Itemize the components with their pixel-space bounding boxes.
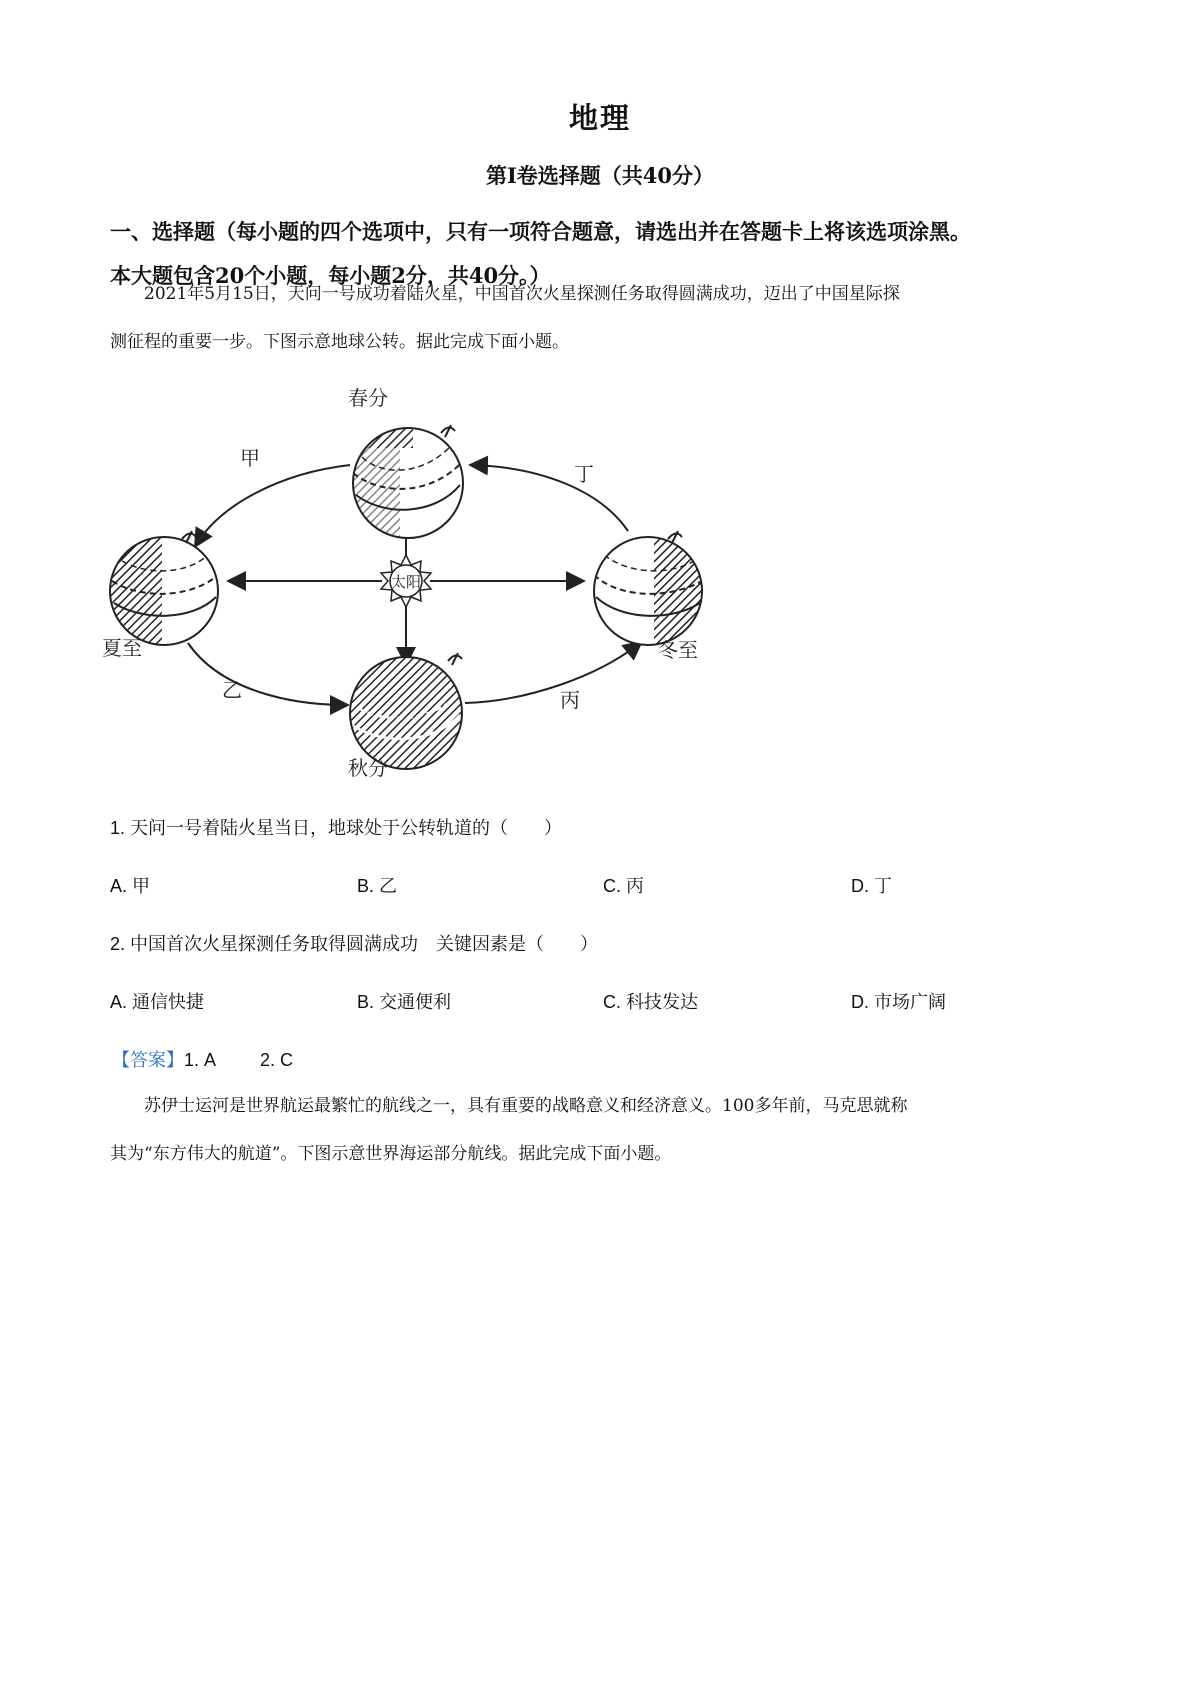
question-1-option-a[interactable]: A. 甲 xyxy=(110,876,151,896)
globe-winter-icon xyxy=(594,531,704,645)
sun-icon xyxy=(381,555,431,607)
globe-autumn-icon xyxy=(350,653,462,769)
label-ding: 丁 xyxy=(574,462,594,486)
question-2-option-a[interactable]: A. 通信快捷 xyxy=(110,992,205,1012)
part-heading: 第Ⅰ卷选择题（共40分） xyxy=(485,163,715,188)
page-title: 地理 xyxy=(568,101,631,135)
answer-1: 1. A xyxy=(184,1050,217,1070)
earth-revolution-figure xyxy=(100,385,800,855)
label-bing: 丙 xyxy=(560,688,580,712)
label-summer: 夏至 xyxy=(102,636,142,660)
label-autumn: 秋分 xyxy=(348,756,388,780)
intro-paragraph-1-line2: 测征程的重要一步。下图示意地球公转。据此完成下面小题。 xyxy=(110,332,569,352)
section-heading-line2: 本大题包含20个小题，每小题2分，共40分。） xyxy=(110,263,551,288)
orbit-arc-ding xyxy=(472,465,628,531)
label-yi: 乙 xyxy=(222,678,242,702)
question-2-option-b[interactable]: B. 交通便利 xyxy=(357,992,452,1012)
answer-tag: 【答案】 xyxy=(112,1050,184,1070)
sun-label: 太阳 xyxy=(390,573,422,591)
section-heading-line1: 一、选择题（每小题的四个选项中，只有一项符合题意，请选出并在答题卡上将该选项涂黑。 xyxy=(110,219,971,244)
intro-paragraph-2-line1: 苏伊士运河是世界航运最繁忙的航线之一，具有重要的战略意义和经济意义。100多年前，马克思就称 xyxy=(144,1096,908,1116)
answer-line xyxy=(112,1046,293,1072)
intro-paragraph-2-line2: 其为“东方伟大的航道”。下图示意世界海运部分航线。据此完成下面小题。 xyxy=(110,1144,672,1164)
orbit-arc-jia xyxy=(196,465,350,545)
question-1-option-d[interactable]: D. 丁 xyxy=(851,876,893,896)
label-winter: 冬至 xyxy=(658,638,698,662)
orbit-arc-bing xyxy=(465,643,640,703)
globe-spring-icon xyxy=(353,425,463,538)
label-spring: 春分 xyxy=(348,386,388,410)
question-2-option-c[interactable]: C. 科技发达 xyxy=(603,992,699,1012)
intro-paragraph-1-line1: 2021年5月15日，天问一号成功着陆火星，中国首次火星探测任务取得圆满成功，迈出了中国星际探 xyxy=(144,284,900,304)
label-jia: 甲 xyxy=(240,446,260,470)
question-2-option-d[interactable]: D. 市场广阔 xyxy=(851,992,947,1012)
answer-2: 2. C xyxy=(260,1050,294,1070)
globe-summer-icon xyxy=(110,531,218,645)
question-2-stem: 2. 中国首次火星探测任务取得圆满成功 关键因素是（ ） xyxy=(110,934,599,954)
question-1-option-c[interactable]: C. 丙 xyxy=(603,876,645,896)
orbit-arc-yi xyxy=(188,643,346,705)
question-1-option-b[interactable]: B. 乙 xyxy=(357,876,398,896)
question-1-stem: 1. 天问一号着陆火星当日，地球处于公转轨道的（ ） xyxy=(110,818,563,838)
intro-paragraph-1 xyxy=(110,270,1100,366)
intro-paragraph-2 xyxy=(110,1082,1100,1178)
